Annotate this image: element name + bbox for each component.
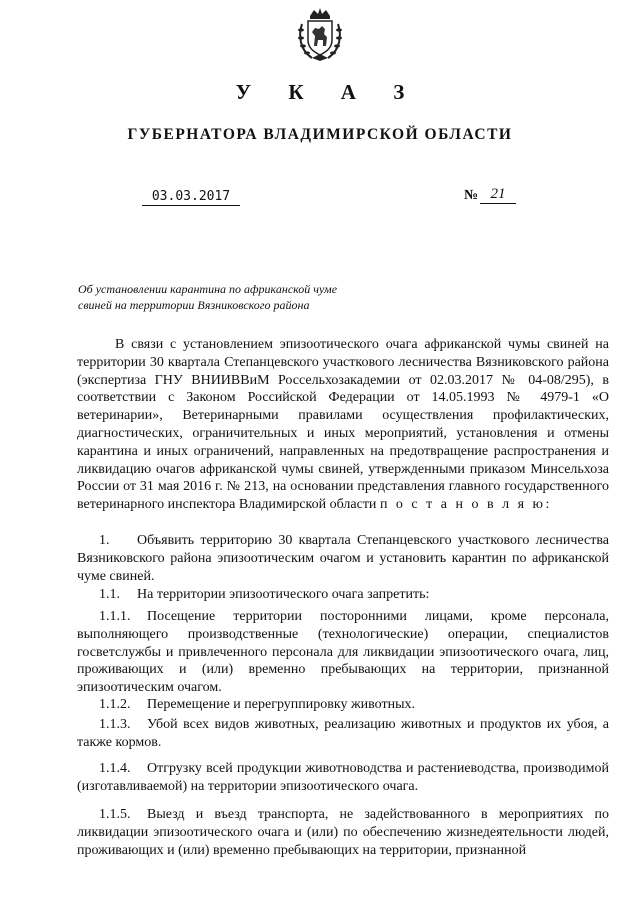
item-1-1-4 [77, 760, 609, 796]
item-text: Убой всех видов животных, реализацию животных и продуктов их убоя, а также кормов. [77, 717, 609, 750]
item-text: Выезд и въезд транспорта, не задействованного в мероприятиях по ликвидации эпизоотического очага и (или) по обеспечению жизнедеятельности людей, проживающих и (или) временно пребывающих на территории, признанной [77, 807, 609, 858]
item-1-1-2 [77, 696, 609, 714]
document-title: У К А З [235, 80, 421, 104]
item-text: Отгрузку всей продукции животноводства и растениеводства, производимой (изготавливаемой) на территории эпизоотического очага. [77, 761, 609, 794]
preamble-paragraph [77, 336, 609, 514]
item-text: Перемещение и перегруппировку животных. [147, 697, 415, 712]
decree-number: 21 [480, 186, 516, 204]
item-number: 1.1.5. [99, 807, 131, 822]
item-text: На территории эпизоотического очага запретить: [137, 587, 430, 602]
item-number: 1.1.1. [99, 609, 131, 624]
decree-subject-line-1: Об установлении карантина по африканской чуме [78, 282, 338, 296]
item-number: 1.1.3. [99, 717, 131, 732]
decree-number-label: № [464, 188, 479, 203]
item-number: 1. [99, 533, 110, 548]
item-number: 1.1.4. [99, 761, 131, 776]
decree-date: 03.03.2017 [142, 189, 240, 206]
item-1-1-3 [77, 716, 609, 752]
item-1-1-5 [77, 806, 609, 859]
item-1 [77, 532, 609, 585]
item-text: Объявить территорию 30 квартала Степанцевского участкового лесничества Вязниковского района эпизоотическим очагом и установить карантин по африканской чуме свиней. [77, 533, 609, 584]
decree-word: п о с т а н о в л я ю: [379, 497, 552, 513]
item-number: 1.1.2. [99, 697, 131, 712]
issuing-authority: ГУБЕРНАТОРА ВЛАДИМИРСКОЙ ОБЛАСТИ [127, 126, 513, 143]
item-1-1-1 [77, 608, 609, 697]
preamble-text: В связи с установлением эпизоотического очага африканской чумы свиней на территории 30 квартала Степанцевского участкового лесничества Вязниковского района (экспертиза ГНУ ВНИИВВиМ Россельхозакадемии от 02.03.2017 № 04-08/295), в соответствии с Законом Российской Федерации от 14.05.1993 № 4979-1 «О ветеринарии», Ветеринарными правилами осуществления профилактических, диагностических, ограничительных и иных мероприятий, установления и отмены карантина и иных ограничений, направленных на предотвращение распространения и ликвидацию очагов африканской чумы свиней, утвержденными приказом Минсельхоза России от 31 мая 2016 г. № 213, на основании представления главного государственного ветеринарного инспектора Владимирской области [77, 337, 609, 513]
item-text: Посещение территории посторонними лицами, кроме персонала, выполняющего производственные (технологические) операции, специалистов госветслужбы и привлеченного персонала для ликвидации эпизоотического очага, лиц, проживающих и (или) временно пребывающих на территории, признанной эпизоотическим очагом. [77, 609, 609, 696]
item-1-1 [77, 586, 609, 604]
coat-of-arms-emblem [296, 6, 344, 62]
item-number: 1.1. [99, 587, 120, 602]
decree-subject [78, 281, 378, 313]
decree-subject-line-2: свиней на территории Вязниковского района [78, 298, 310, 312]
